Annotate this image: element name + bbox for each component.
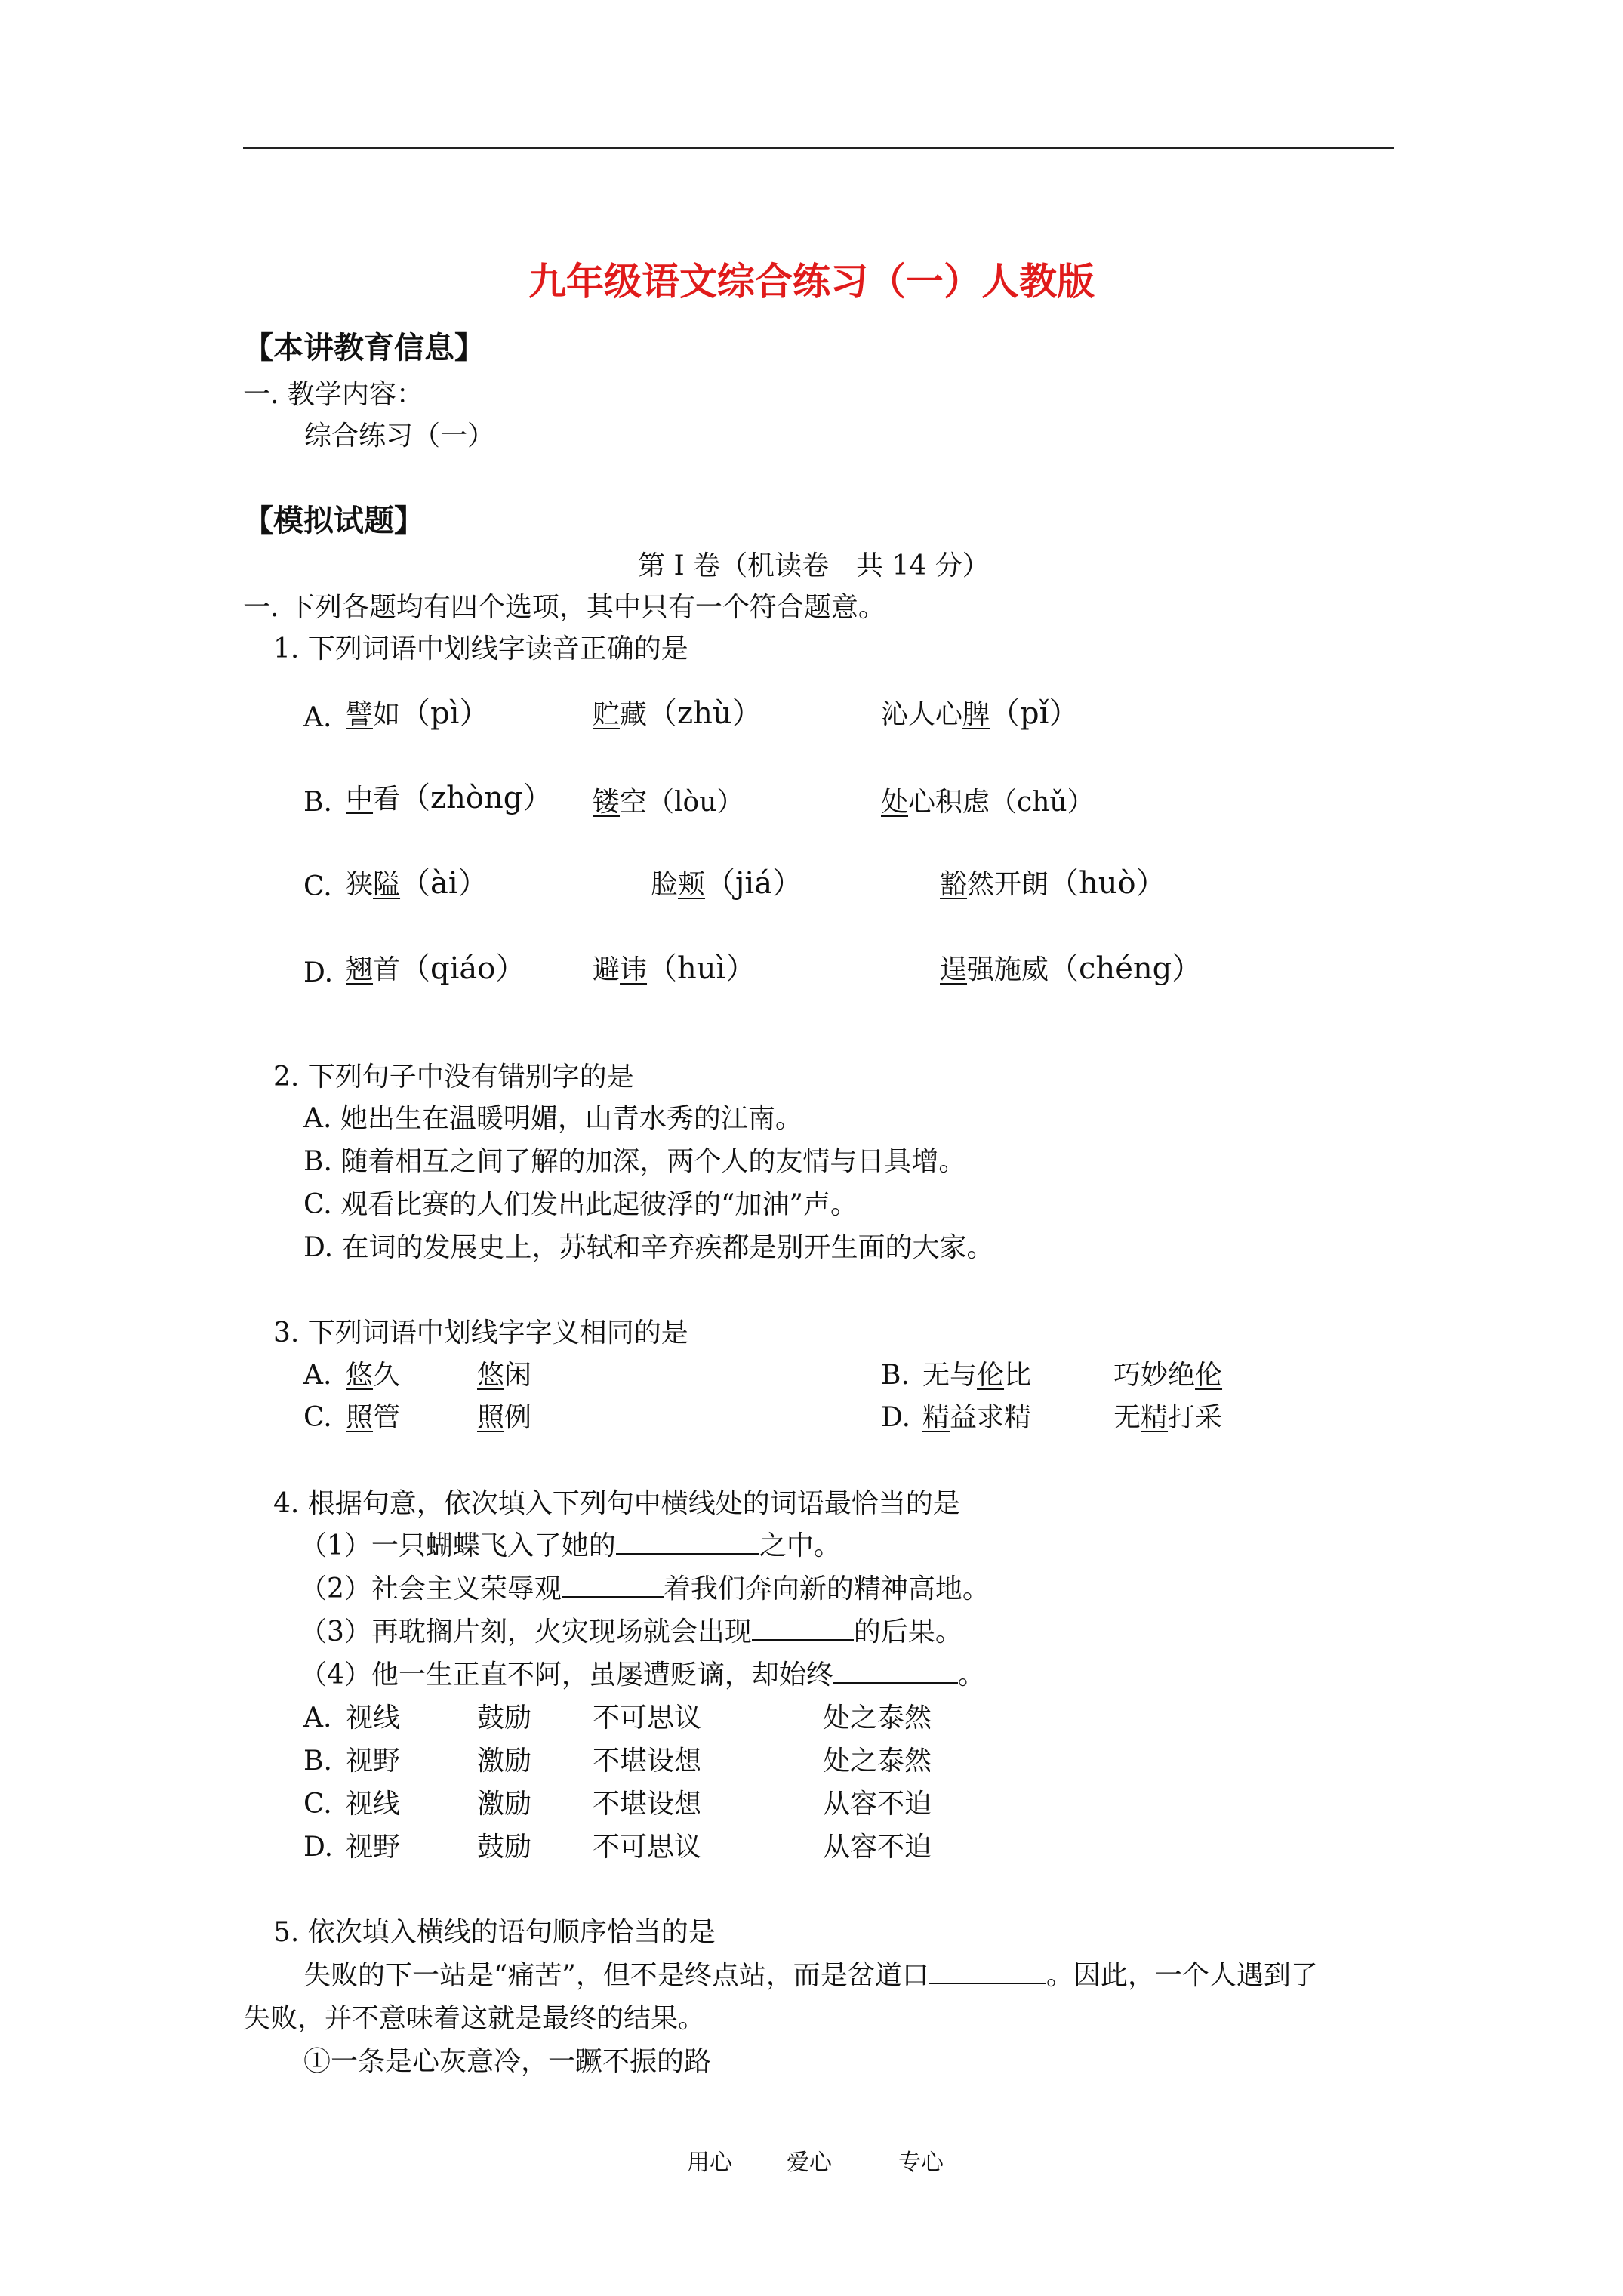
q1-c-item3: 豁然开朗（huò） <box>940 866 1166 901</box>
q4-stem: 4. 根据句意，依次填入下列句中横线处的词语最恰当的是 <box>273 1488 960 1519</box>
q1-a-item2: 贮藏（zhù） <box>593 696 762 731</box>
q4-a-word3: 不可思议 <box>593 1703 702 1734</box>
q4-d-word2: 鼓励 <box>477 1832 532 1863</box>
q4-sentence-1: （1）一只蝴蝶飞入了她的 之中。 <box>300 1527 841 1565</box>
q3-a-word2: 悠闲 <box>477 1360 532 1391</box>
q3-c-word1: 照管 <box>346 1402 401 1433</box>
blank-line <box>752 1613 854 1641</box>
q4-c-word3: 不堪设想 <box>593 1789 702 1820</box>
q3-b-word1: 无与伦比 <box>922 1360 1032 1391</box>
q1-b-item2: 镂空（lòu） <box>593 787 744 818</box>
q4-a-label: A. <box>303 1703 332 1734</box>
q4-a-word1: 视线 <box>346 1703 401 1734</box>
blank-line <box>616 1527 759 1555</box>
q4-sentence-3: （3）再耽搁片刻，火灾现场就会出现 的后果。 <box>300 1613 962 1651</box>
q1-c-item2: 脸颊（jiá） <box>651 866 803 901</box>
q1-b-item1: 中看（zhòng） <box>346 781 553 815</box>
q3-d-word1: 精益求精 <box>922 1402 1032 1433</box>
q4-b-label: B. <box>303 1746 332 1777</box>
q1-d-item2: 避讳（huì） <box>593 951 756 986</box>
q4-c-label: C. <box>303 1789 332 1820</box>
q1-c-label: C. <box>303 871 332 902</box>
q5-stem: 5. 依次填入横线的语句顺序恰当的是 <box>273 1917 716 1948</box>
q4-b-word1: 视野 <box>346 1746 401 1777</box>
q5-paragraph-line2: 失败，并不意味着这就是最终的结果。 <box>243 2003 706 2034</box>
q4-d-word4: 从容不迫 <box>823 1832 932 1863</box>
q3-a-word1: 悠久 <box>346 1360 401 1391</box>
q4-c-word4: 从容不迫 <box>823 1789 932 1820</box>
q3-b-word2: 巧妙绝伦 <box>1113 1360 1223 1391</box>
content-text: 综合练习（一） <box>304 421 495 451</box>
q3-stem: 3. 下列词语中划线字字义相同的是 <box>273 1318 688 1348</box>
q1-c-item1: 狭隘（ài） <box>346 866 488 901</box>
content-heading: 一. 教学内容： <box>243 379 423 410</box>
page-title: 九年级语文综合练习（一）人教版 <box>528 259 1095 304</box>
blank-line <box>833 1657 958 1684</box>
q3-d-label: D. <box>881 1402 911 1433</box>
q3-d-word2: 无精打采 <box>1113 1402 1223 1433</box>
blank-line <box>562 1570 664 1598</box>
q3-b-label: B. <box>881 1360 910 1391</box>
header-rule <box>243 147 1394 149</box>
q2-stem: 2. 下列句子中没有错别字的是 <box>273 1062 634 1093</box>
section-test-heading: 【模拟试题】 <box>243 503 424 538</box>
footer-text-1: 用心 <box>687 2150 732 2176</box>
q2-option-d: D. 在词的发展史上，苏轼和辛弃疾都是别开生面的大家。 <box>303 1232 994 1263</box>
q3-c-label: C. <box>303 1402 332 1433</box>
q1-a-label: A. <box>303 702 332 733</box>
q5-option-1: ①一条是心灰意冷，一蹶不振的路 <box>303 2046 712 2077</box>
q1-stem: 1. 下列词语中划线字读音正确的是 <box>273 633 688 664</box>
q1-d-label: D. <box>303 957 334 988</box>
q4-b-word2: 激励 <box>477 1746 532 1777</box>
q4-sentence-4: （4）他一生正直不阿，虽屡遭贬谪，却始终 。 <box>300 1657 985 1694</box>
q4-d-word1: 视野 <box>346 1832 401 1863</box>
q4-c-word2: 激励 <box>477 1789 532 1820</box>
q2-option-a: A. 她出生在温暖明媚，山青水秀的江南。 <box>303 1103 802 1134</box>
q4-b-word3: 不堪设想 <box>593 1746 702 1777</box>
q4-a-word2: 鼓励 <box>477 1703 532 1734</box>
q3-c-word2: 照例 <box>477 1402 532 1433</box>
q4-a-word4: 处之泰然 <box>823 1703 932 1734</box>
q1-d-item1: 翘首（qiáo） <box>346 951 526 986</box>
q1-b-label: B. <box>303 787 332 818</box>
part1-heading: 一. 下列各题均有四个选项，其中只有一个符合题意。 <box>243 592 885 623</box>
q1-a-item3: 沁人心脾（pǐ） <box>881 696 1079 731</box>
section-info-heading: 【本讲教育信息】 <box>243 330 485 365</box>
volume-heading: 第 I 卷（机读卷 共 14 分） <box>638 550 990 581</box>
q1-a-item1: 譬如（pì） <box>346 696 490 731</box>
q4-c-word1: 视线 <box>346 1789 401 1820</box>
blank-line <box>929 1957 1046 1984</box>
q3-a-label: A. <box>303 1360 332 1391</box>
q5-paragraph-line1: 失败的下一站是“痛苦”，但不是终点站，而是岔道口 。因此，一个人遇到了 <box>303 1957 1318 1995</box>
q4-d-label: D. <box>303 1832 334 1863</box>
footer-text-3: 专心 <box>898 2150 944 2176</box>
q4-d-word3: 不可思议 <box>593 1832 702 1863</box>
q1-d-item3: 逞强施威（chéng） <box>940 951 1203 986</box>
q2-option-c: C. 观看比赛的人们发出此起彼浮的“加油”声。 <box>303 1189 858 1220</box>
q1-b-item3: 处心积虑（chǔ） <box>881 787 1095 818</box>
footer-text-2: 爱心 <box>787 2150 832 2176</box>
q4-sentence-2: （2）社会主义荣辱观 着我们奔向新的精神高地。 <box>300 1570 990 1608</box>
q2-option-b: B. 随着相互之间了解的加深，两个人的友情与日具增。 <box>303 1146 966 1177</box>
q4-b-word4: 处之泰然 <box>823 1746 932 1777</box>
